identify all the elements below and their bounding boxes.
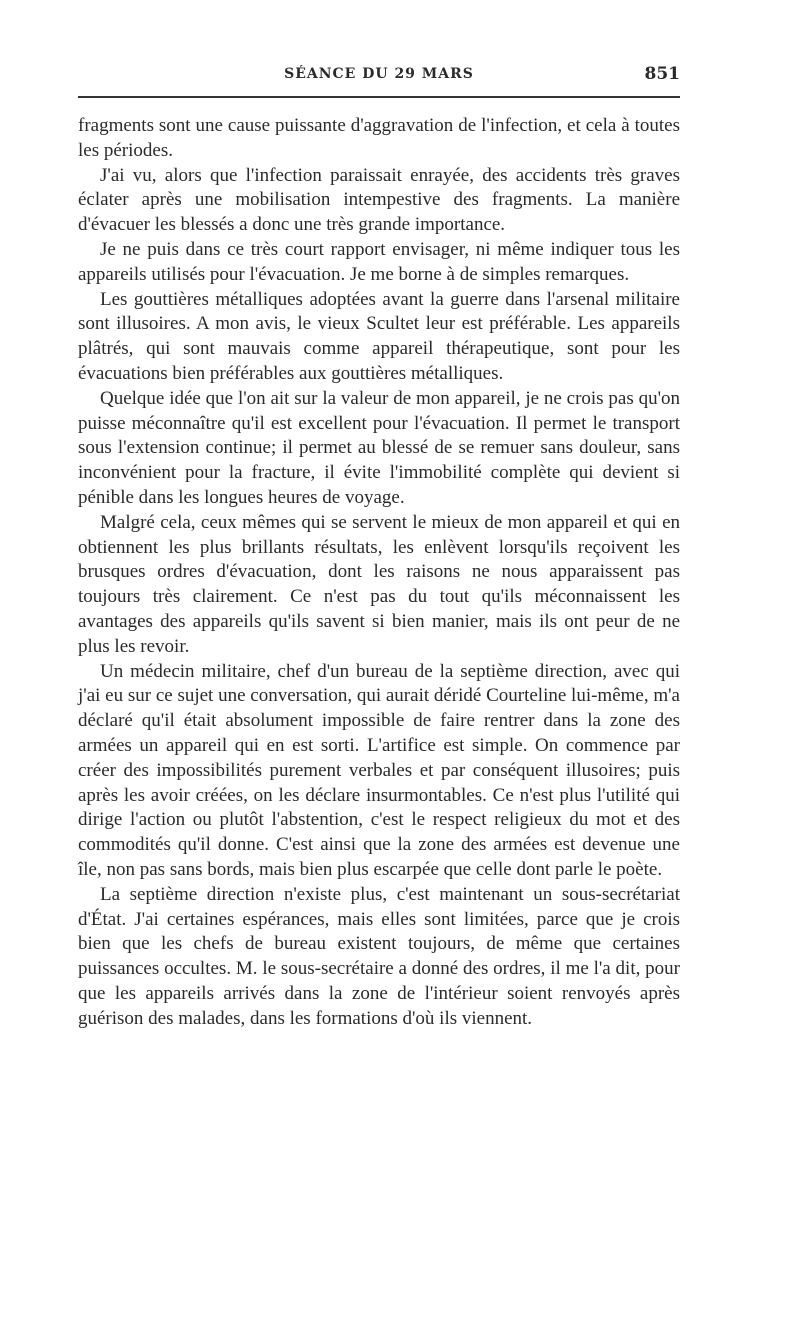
paragraph-continuation: fragments sont une cause puissante d'aggravation de l'infection, et cela à toutes les périodes.	[78, 115, 680, 161]
paragraph: Quelque idée que l'on ait sur la valeur de mon appareil, je ne crois pas qu'on puisse méconnaître qu'il est excellent pour l'évacuation. Il permet le transport sous l'extension continue; il permet au blessé de se remuer sans douleur, sans inconvénient pour la fracture, il évite l'immobilité complète qui devient si pénible dans les longues heures de voyage.	[78, 387, 680, 508]
paragraph: Malgré cela, ceux mêmes qui se servent le mieux de mon appareil et qui en obtiennent les plus brillants résultats, les enlèvent lorsqu'ils reçoivent les brusques ordres d'évacuation, dont les raisons ne nous apparaissent pas toujours très clairement. Ce n'est pas du tout qu'ils méconnaissent les avantages des appareils qu'ils savent si bien manier, mais ils ont peur de ne plus les revoir.	[78, 511, 680, 657]
paragraph: Je ne puis dans ce très court rapport envisager, ni même indiquer tous les appareils utilisés pour l'évacuation. Je me borne à de simples remarques.	[78, 238, 680, 285]
body-text	[78, 114, 680, 1031]
running-title: SÉANCE DU 29 MARS	[284, 66, 474, 82]
header-rule	[78, 96, 680, 98]
book-page	[78, 60, 680, 1031]
running-header	[78, 60, 680, 88]
paragraph: Un médecin militaire, chef d'un bureau de la septième direction, avec qui j'ai eu sur ce sujet une conversation, qui aurait déridé Courteline lui-même, m'a déclaré qu'il était absolument impossible de faire rentrer dans la zone des armées un appareil qui en est sorti. L'artifice est simple. On commence par créer des impossibilités purement verbales et par conséquent illusoires; puis après les avoir créées, on les déclare insurmontables. Ce n'est plus l'utilité qui dirige l'action ou plutôt l'abstention, c'est le respect religieux du mot et des commodités qu'il donne. C'est ainsi que la zone des armées est devenue une île, non pas sans bords, mais bien plus escarpée que celle dont parle le poète.	[78, 660, 680, 880]
paragraph: La septième direction n'existe plus, c'est maintenant un sous-secrétariat d'État. J'ai certaines espérances, mais elles sont limitées, parce que je crois bien que les chefs de bureau existent toujours, de même que certaines puissances occultes. M. le sous-secrétaire a donné des ordres, il me l'a dit, pour que les appareils arrivés dans la zone de l'intérieur soient renvoyés après guérison des malades, dans les formations d'où ils viennent.	[78, 883, 680, 1029]
paragraph: Les gouttières métalliques adoptées avant la guerre dans l'arsenal militaire sont illusoires. A mon avis, le vieux Scultet leur est préférable. Les appareils plâtrés, qui sont mauvais comme appareil thérapeutique, sont pour les évacuations bien préférables aux gouttières métalliques.	[78, 288, 680, 384]
page-number: 851	[644, 64, 680, 84]
paragraph: J'ai vu, alors que l'infection paraissait enrayée, des accidents très graves éclater après une mobilisation intempestive des fragments. La manière d'évacuer les blessés a donc une très grande importance.	[78, 164, 680, 236]
